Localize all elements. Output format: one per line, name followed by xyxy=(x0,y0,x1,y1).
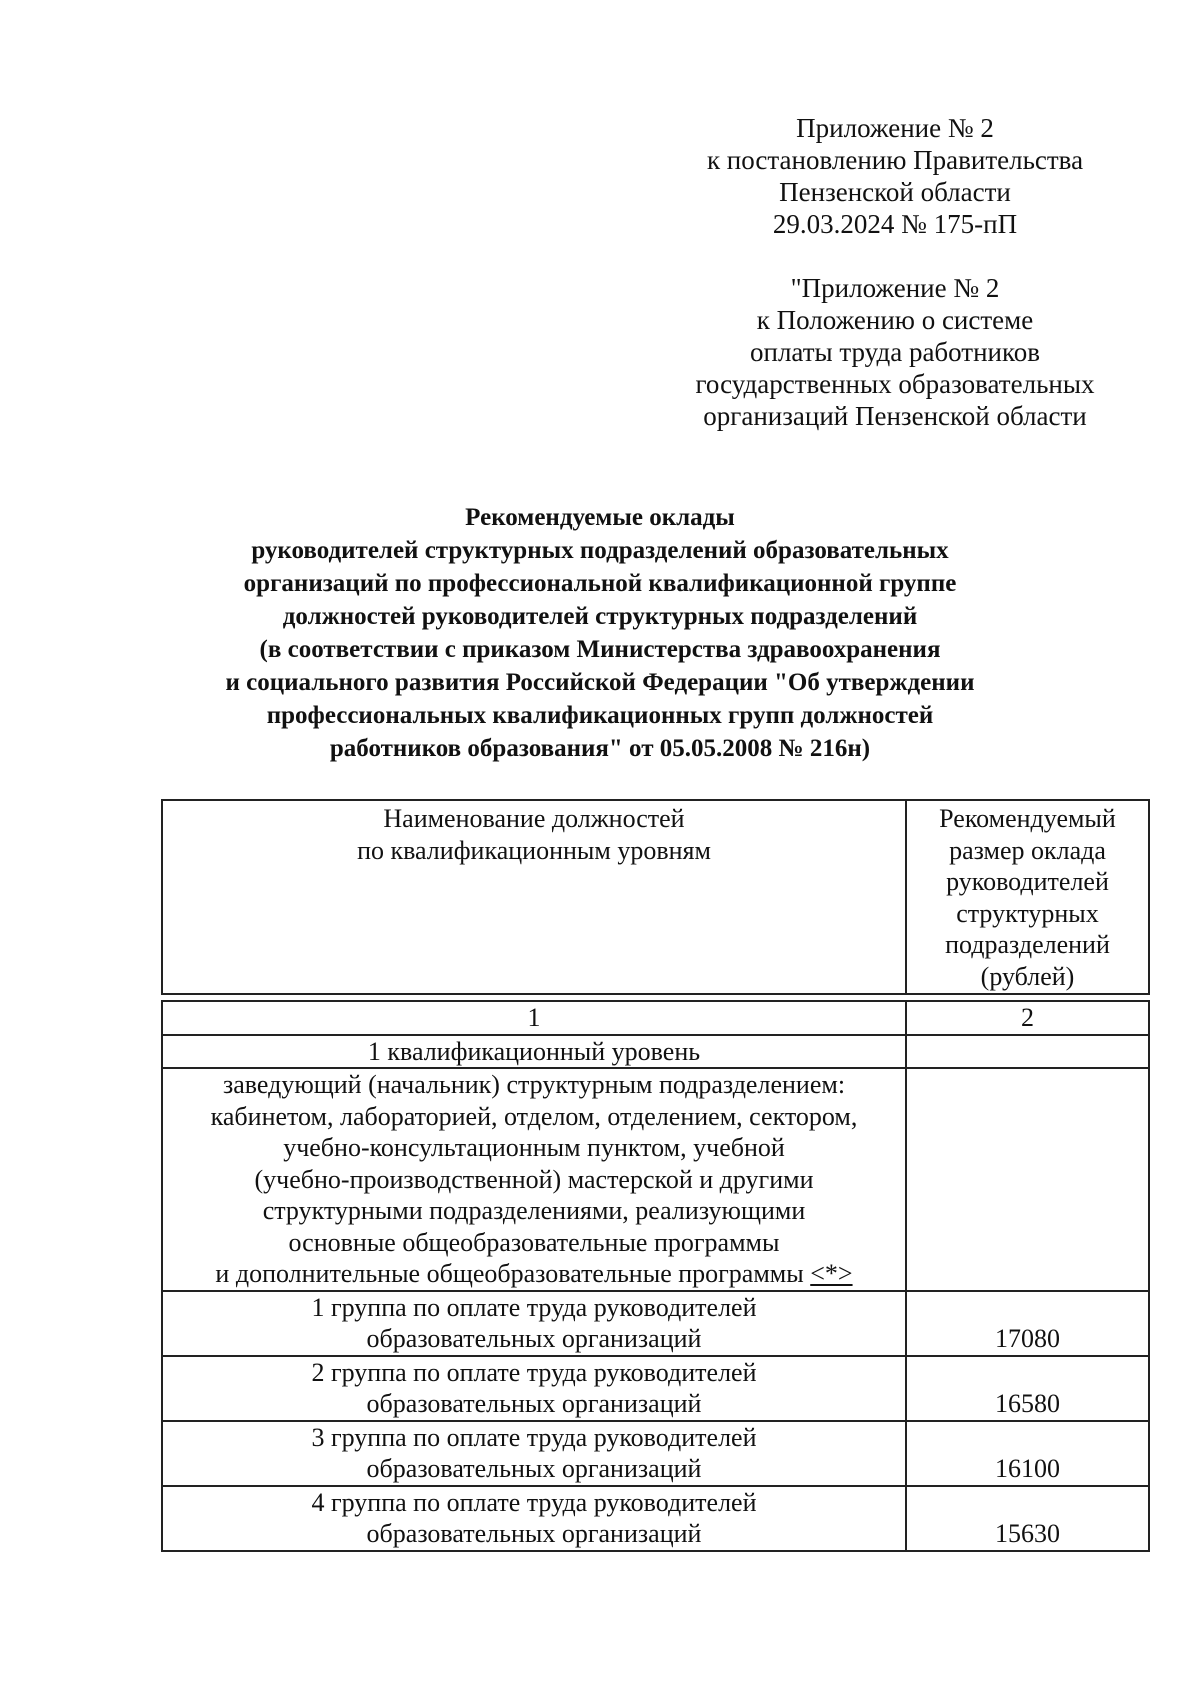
group-line: образовательных организаций xyxy=(366,1324,702,1353)
group-cell xyxy=(162,1291,906,1356)
appendix-line: Пензенской области xyxy=(779,177,1011,207)
header-line: размер оклада xyxy=(949,835,1106,865)
appendix-line: 29.03.2024 № 175-пП xyxy=(772,209,1018,239)
salary-cell: 15630 xyxy=(906,1486,1149,1551)
column-number-row xyxy=(162,1001,1149,1035)
group-line: 4 группа по оплате труда руководителей xyxy=(311,1487,757,1517)
appendix-regulation-block xyxy=(660,272,1130,432)
qualification-level-row xyxy=(162,1035,1149,1069)
header-line: Рекомендуемый xyxy=(939,804,1116,833)
column-number-cell: 1 xyxy=(162,1001,906,1035)
position-line: кабинетом, лабораторией, отделом, отделением, сектором, xyxy=(210,1101,858,1131)
header-line: (рублей) xyxy=(980,961,1075,991)
header-line: Наименование должностей xyxy=(383,804,685,833)
position-line: заведующий (начальник) структурным подразделением: xyxy=(222,1070,846,1099)
column-number-cell: 2 xyxy=(906,1001,1149,1035)
group-line: 2 группа по оплате труда руководителей xyxy=(311,1357,757,1387)
salary-cell: 17080 xyxy=(906,1291,1149,1356)
empty-cell xyxy=(906,1035,1149,1069)
appendix-reference-block xyxy=(660,112,1130,240)
group-cell xyxy=(162,1421,906,1486)
salary-cell: 16580 xyxy=(906,1356,1149,1421)
position-line-text: и дополнительные общеобразовательные программы xyxy=(215,1259,804,1288)
appendix-line: государственных образовательных xyxy=(695,369,1095,399)
position-description-cell xyxy=(162,1068,906,1291)
group-line: образовательных организаций xyxy=(366,1519,702,1548)
position-line: учебно-консультационным пунктом, учебной xyxy=(283,1133,785,1162)
appendix-line: "Приложение № 2 xyxy=(790,273,1000,303)
title-line: (в соответствии с приказом Министерства здравоохранения xyxy=(259,636,941,663)
title-line: руководителей структурных подразделений образовательных xyxy=(251,537,949,564)
appendix-line: к постановлению Правительства xyxy=(706,145,1084,175)
table-row xyxy=(162,1421,1149,1486)
appendix-line: организаций Пензенской области xyxy=(703,401,1087,431)
group-cell xyxy=(162,1486,906,1551)
position-description-row xyxy=(162,1068,1149,1291)
header-cell-salary xyxy=(906,800,1149,994)
title-line: и социального развития Российской Федерации "Об утверждении xyxy=(225,669,975,696)
header-line: подразделений xyxy=(945,930,1110,959)
title-line: профессиональных квалификационных групп должностей xyxy=(266,702,934,729)
header-line: по квалификационным уровням xyxy=(357,835,711,865)
group-cell xyxy=(162,1356,906,1421)
footnote-link[interactable]: <*> xyxy=(810,1259,853,1288)
group-line: образовательных организаций xyxy=(366,1389,702,1418)
header-line: структурных xyxy=(956,898,1099,928)
table-row xyxy=(162,1291,1149,1356)
header-line: руководителей xyxy=(946,867,1109,896)
empty-cell xyxy=(906,1068,1149,1291)
table-header-row xyxy=(162,800,1149,994)
position-line: основные общеобразовательные программы xyxy=(288,1227,780,1257)
position-line: (учебно-производственной) мастерской и другими xyxy=(254,1164,814,1194)
salary-cell: 16100 xyxy=(906,1421,1149,1486)
table-row xyxy=(162,1356,1149,1421)
title-line: Рекомендуемые оклады xyxy=(465,504,735,531)
appendix-line: Приложение № 2 xyxy=(796,113,994,143)
appendix-line: оплаты труда работников xyxy=(750,337,1040,367)
group-line: 3 группа по оплате труда руководителей xyxy=(311,1422,757,1452)
group-line: образовательных организаций xyxy=(366,1454,702,1483)
appendix-line: к Положению о системе xyxy=(756,305,1034,335)
group-line: 1 группа по оплате труда руководителей xyxy=(311,1292,757,1322)
position-line: структурными подразделениями, реализующими xyxy=(262,1196,806,1225)
document-title xyxy=(160,501,1040,765)
table-row xyxy=(162,1486,1149,1551)
salary-table xyxy=(161,1000,1150,1552)
title-line: должностей руководителей структурных подразделений xyxy=(282,603,918,630)
header-cell-position xyxy=(162,800,906,994)
title-line: работников образования" от 05.05.2008 № 216н) xyxy=(329,735,871,762)
title-line: организаций по профессиональной квалификационной группе xyxy=(243,570,957,597)
salary-table-header xyxy=(161,799,1150,995)
qualification-level-cell: 1 квалификационный уровень xyxy=(162,1035,906,1069)
position-line-last xyxy=(167,1258,901,1290)
